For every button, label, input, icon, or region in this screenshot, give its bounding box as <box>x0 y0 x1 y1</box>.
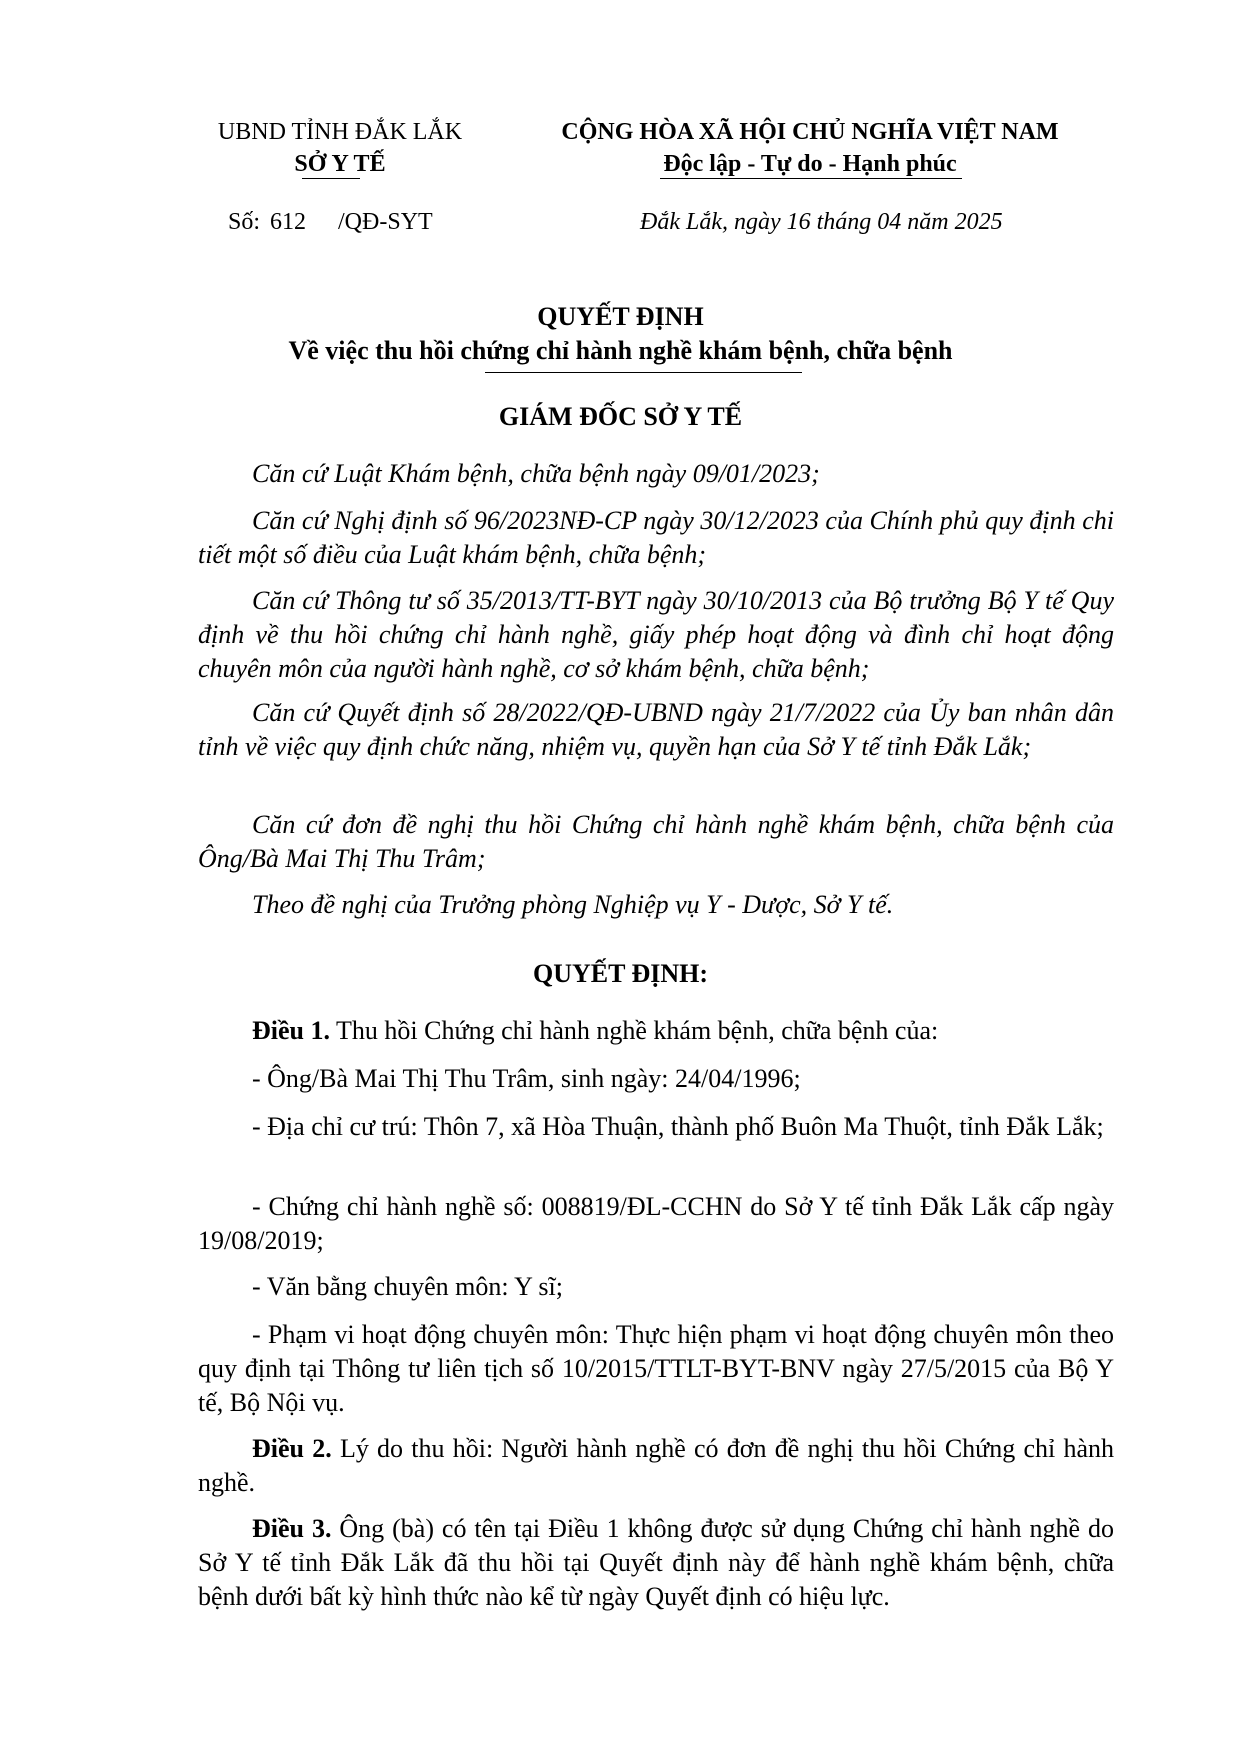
document-date: Đắk Lắk, ngày 16 tháng 04 năm 2025 <box>640 209 1003 235</box>
basis-4: Căn cứ Quyết định số 28/2022/QĐ-UBND ngày 21/7/2022 của Ủy ban nhân dân tỉnh về việc quy định chức năng, nhiệm vụ, quyền hạn của Sở Y tế tỉnh Đắk Lắk; <box>198 698 1114 761</box>
article-1-item-4: - Văn bằng chuyên môn: Y sĩ; <box>252 1272 563 1301</box>
decision-heading: QUYẾT ĐỊNH: <box>532 959 709 988</box>
national-motto: Độc lập - Tự do - Hạnh phúc <box>663 151 957 177</box>
number-suffix: /QĐ-SYT <box>338 209 433 235</box>
article-2-label: Điều 2. <box>252 1434 332 1463</box>
basis-6: Theo đề nghị của Trưởng phòng Nghiệp vụ Y - Dược, Sở Y tế. <box>252 890 894 919</box>
article-1-text: Thu hồi Chứng chỉ hành nghề khám bệnh, chữa bệnh của: <box>330 1016 939 1045</box>
article-1-item-5: - Phạm vi hoạt động chuyên môn: Thực hiện phạm vi hoạt động chuyên môn theo quy định tại Thông tư liên tịch số 10/2015/TTLT-BYT-BNV ngày 27/5/2015 của Bộ Y tế, Bộ Nội vụ. <box>198 1320 1114 1417</box>
agency-underline <box>302 178 360 179</box>
agency-parent: UBND TỈNH ĐẮK LẮK <box>217 119 463 145</box>
country-name: CỘNG HÒA XÃ HỘI CHỦ NGHĨA VIỆT NAM <box>561 119 1059 145</box>
article-2-text: Lý do thu hồi: Người hành nghề có đơn đề nghị thu hồi Chứng chỉ hành nghề. <box>198 1434 1115 1497</box>
basis-1: Căn cứ Luật Khám bệnh, chữa bệnh ngày 09/01/2023; <box>252 459 820 488</box>
document-title: QUYẾT ĐỊNH <box>537 302 704 331</box>
national-title-block <box>530 116 1090 180</box>
article-2 <box>198 1432 1114 1500</box>
number-label: Số: <box>228 209 261 235</box>
issuing-agency-block <box>180 116 500 180</box>
article-1-item-2: - Địa chỉ cư trú: Thôn 7, xã Hòa Thuận, thành phố Buôn Ma Thuột, tỉnh Đắk Lắk; <box>252 1112 1104 1141</box>
subject-underline <box>485 372 802 373</box>
article-1-label: Điều 1. <box>252 1016 330 1045</box>
number-value: 612 <box>270 209 307 235</box>
basis-2: Căn cứ Nghị định số 96/2023NĐ-CP ngày 30/12/2023 của Chính phủ quy định chi tiết một số điều của Luật khám bệnh, chữa bệnh; <box>198 506 1114 569</box>
document-subject: Về việc thu hồi chứng chỉ hành nghề khám bệnh, chữa bệnh <box>288 336 953 365</box>
article-3-label: Điều 3. <box>252 1514 332 1543</box>
agency-name: SỞ Y TẾ <box>294 151 386 177</box>
article-1 <box>198 1014 1114 1048</box>
authority-heading: GIÁM ĐỐC SỞ Y TẾ <box>498 402 743 431</box>
basis-3: Căn cứ Thông tư số 35/2013/TT-BYT ngày 30/10/2013 của Bộ trưởng Bộ Y tế Quy định về thu hồi chứng chỉ hành nghề, giấy phép hoạt động và đình chỉ hoạt động chuyên môn của người hành nghề, cơ sở khám bệnh, chữa bệnh; <box>198 586 1114 683</box>
article-3 <box>198 1512 1114 1614</box>
article-1-item-3: - Chứng chỉ hành nghề số: 008819/ĐL-CCHN do Sở Y tế tỉnh Đắk Lắk cấp ngày 19/08/2019; <box>198 1192 1114 1255</box>
motto-underline <box>660 178 962 179</box>
basis-5: Căn cứ đơn đề nghị thu hồi Chứng chỉ hành nghề khám bệnh, chữa bệnh của Ông/Bà Mai Thị Thu Trâm; <box>198 810 1114 873</box>
article-3-text: Ông (bà) có tên tại Điều 1 không được sử dụng Chứng chỉ hành nghề do Sở Y tế tỉnh Đắk Lắk đã thu hồi tại Quyết định này để hành nghề khám bệnh, chữa bệnh dưới bất kỳ hình thức nào kể từ ngày Quyết định có hiệu lực. <box>198 1514 1114 1611</box>
article-1-item-1: - Ông/Bà Mai Thị Thu Trâm, sinh ngày: 24/04/1996; <box>252 1064 801 1093</box>
document-number <box>228 207 433 237</box>
